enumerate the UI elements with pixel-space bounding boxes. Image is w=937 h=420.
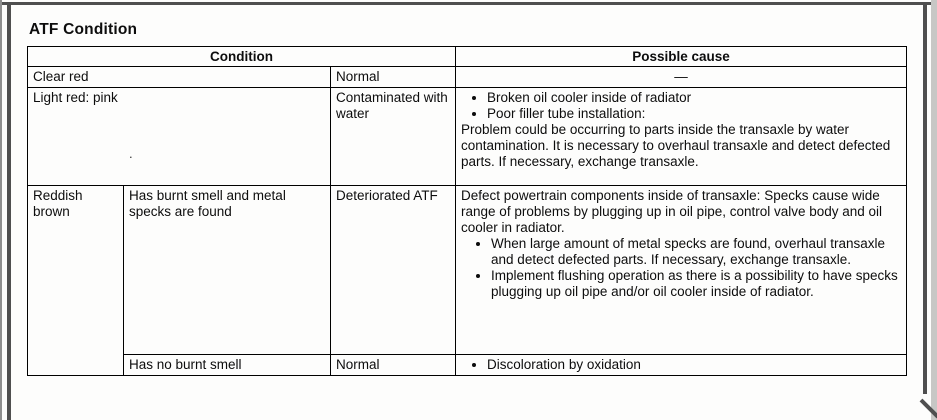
- page-frame-right: [923, 2, 927, 394]
- table-row-reddish-brown-burnt: [28, 186, 907, 355]
- light-red-condition-label: Light red: pink: [33, 90, 118, 105]
- cause-bullet: • When large amount of metal specks are found, overhaul transaxle and detect defected parts. If necessary, exchange transaxle.: [491, 236, 901, 268]
- reddish-brown-condition-cell: Reddish brown: [28, 186, 124, 376]
- clear-red-cause-cell: —: [456, 67, 907, 88]
- page-frame-top: [0, 2, 937, 5]
- clear-red-status-cell: Normal: [331, 67, 456, 88]
- burnt-smell-subcondition-cell: Has burnt smell and metal specks are found: [124, 186, 331, 355]
- no-burnt-smell-subcondition-cell: Has no burnt smell: [124, 355, 331, 376]
- clear-red-condition-cell: Clear red: [28, 67, 331, 88]
- light-red-cause-cell: [456, 88, 907, 186]
- cause-bullet-list: [461, 236, 901, 300]
- section-title: ATF Condition: [29, 21, 138, 38]
- scan-artifact-dot: .: [129, 146, 133, 161]
- cause-intro: Defect powertrain components inside of transaxle: Specks cause wide range of problems by plugging up in oil pipe, control valve body and oil cooler in radiator.: [461, 188, 883, 235]
- page-frame-right-outer: [931, 0, 937, 420]
- cause-bullet: • Discoloration by oxidation: [487, 357, 901, 373]
- no-burnt-smell-status-cell: Normal: [331, 355, 456, 376]
- condition-column-header: Condition: [28, 47, 456, 67]
- page-frame-left-outer: [0, 0, 2, 420]
- cause-bullet: • Implement flushing operation as there is a possibility to have specks plugging up oil pipe and/or oil cooler inside of radiator.: [491, 268, 901, 300]
- cause-bullet-list: [461, 357, 901, 373]
- table-header-row: [28, 47, 907, 67]
- cause-bullet: • Broken oil cooler inside of radiator: [487, 90, 901, 106]
- table-row-reddish-brown-no-smell: [28, 355, 907, 376]
- deteriorated-atf-status-cell: Deteriorated ATF: [331, 186, 456, 355]
- light-red-condition-cell: [28, 88, 331, 186]
- table-row-clear-red: [28, 67, 907, 88]
- atf-condition-table: [27, 46, 907, 376]
- cause-note: Problem could be occurring to parts inside the transaxle by water contamination. It is necessary to overhaul transaxle and detect defected parts. If necessary, exchange transaxle.: [461, 122, 891, 169]
- cause-bullet-list: [461, 90, 901, 122]
- table-row-light-red: [28, 88, 907, 186]
- page-frame-left: [7, 2, 11, 420]
- light-red-status-cell: Contaminated with water: [331, 88, 456, 186]
- cause-bullet: • Poor filler tube installation:: [487, 106, 901, 122]
- deteriorated-atf-cause-cell: [456, 186, 907, 355]
- possible-cause-column-header: Possible cause: [456, 47, 907, 67]
- no-burnt-smell-cause-cell: [456, 355, 907, 376]
